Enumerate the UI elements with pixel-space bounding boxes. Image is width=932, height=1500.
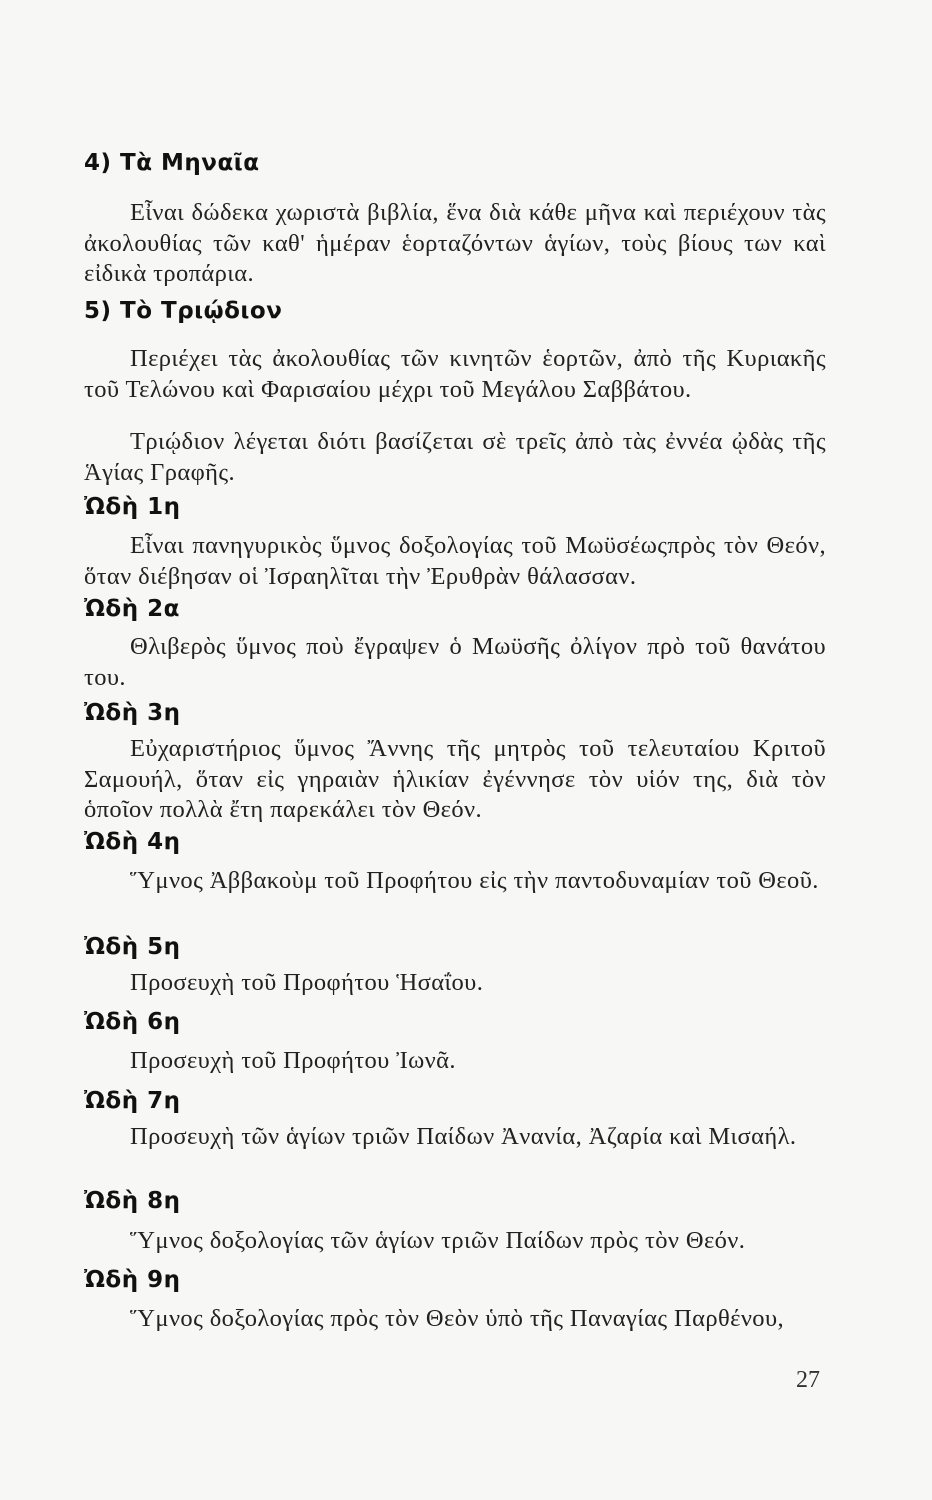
paragraph-triodion-contents: Περιέχει τὰς ἀκολουθίας τῶν κινητῶν ἑορτῶν, ἀπὸ τῆς Κυριακῆς τοῦ Τελώνου καὶ Φαρισαίου μέχρι τοῦ Μεγάλου Σαββάτου.	[84, 345, 826, 403]
ode-text-8: Ὕμνος δοξολογίας τῶν ἁγίων τριῶν Παίδων πρὸς τὸν Θεόν.	[130, 1227, 746, 1254]
ode-text-4: Ὕμνος Ἀββακοὺμ τοῦ Προφήτου εἰς τὴν παντοδυναμίαν τοῦ Θεοῦ.	[130, 867, 819, 894]
ode-text-6: Προσευχὴ τοῦ Προφήτου Ἰωνᾶ.	[130, 1047, 456, 1074]
paragraph-triodion-name: Τριῴδιον λέγεται διότι βασίζεται σὲ τρεῖς ἀπὸ τὰς ἐννέα ᾠδὰς τῆς Ἁγίας Γραφῆς.	[84, 428, 826, 486]
ode-text-1: Εἶναι πανηγυρικὸς ὕμνος δοξολογίας τοῦ Μωϋσέωςπρὸς τὸν Θεόν, ὅταν διέβησαν οἱ Ἰσραηλῖται τὴν Ἐρυθρὰν θάλασσαν.	[84, 532, 826, 590]
ode-heading-2: Ὠδὴ 2α	[84, 596, 180, 622]
section-heading-triodion: 5) Τὸ Τριῴδιον	[84, 298, 283, 324]
ode-heading-4: Ὠδὴ 4η	[84, 829, 181, 855]
page-number: 27	[796, 1367, 820, 1393]
ode-heading-9: Ὠδὴ 9η	[84, 1267, 181, 1293]
ode-text-2: Θλιβερὸς ὕμνος ποὺ ἔγραψεν ὁ Μωϋσῆς ὀλίγον πρὸ τοῦ θανάτου του.	[84, 633, 826, 691]
ode-heading-6: Ὠδὴ 6η	[84, 1009, 181, 1035]
ode-heading-8: Ὠδὴ 8η	[84, 1188, 181, 1214]
ode-heading-7: Ὠδὴ 7η	[84, 1088, 181, 1114]
ode-heading-3: Ὠδὴ 3η	[84, 700, 181, 726]
ode-text-5: Προσευχὴ τοῦ Προφήτου Ἡσαΐου.	[130, 969, 484, 996]
ode-text-7: Προσευχὴ τῶν ἁγίων τριῶν Παίδων Ἀνανία, Ἀζαρία καὶ Μισαήλ.	[130, 1123, 797, 1150]
ode-text-9: Ὕμνος δοξολογίας πρὸς τὸν Θεὸν ὑπὸ τῆς Παναγίας Παρθένου,	[130, 1305, 785, 1332]
paragraph-menaia: Εἶναι δώδεκα χωριστὰ βιβλία, ἕνα διὰ κάθε μῆνα καὶ περιέχουν τὰς ἀκολουθίας τῶν καθ' ἡμέραν ἑορταζόντων ἁγίων, τοὺς βίους των καὶ εἰδικὰ τροπάρια.	[84, 199, 826, 287]
ode-text-3: Εὐχαριστήριος ὕμνος Ἄννης τῆς μητρὸς τοῦ τελευταίου Κριτοῦ Σαμουήλ, ὅταν εἰς γηραιὰν ἡλικίαν ἐγέννησε τὸν υἱόν της, διὰ τὸν ὁποῖον πολλὰ ἔτη παρεκάλει τὸν Θεόν.	[84, 735, 826, 823]
section-heading-menaia: 4) Τὰ Μηναῖα	[84, 150, 260, 176]
ode-heading-5: Ὠδὴ 5η	[84, 934, 181, 960]
ode-heading-1: Ὠδὴ 1η	[84, 494, 181, 520]
